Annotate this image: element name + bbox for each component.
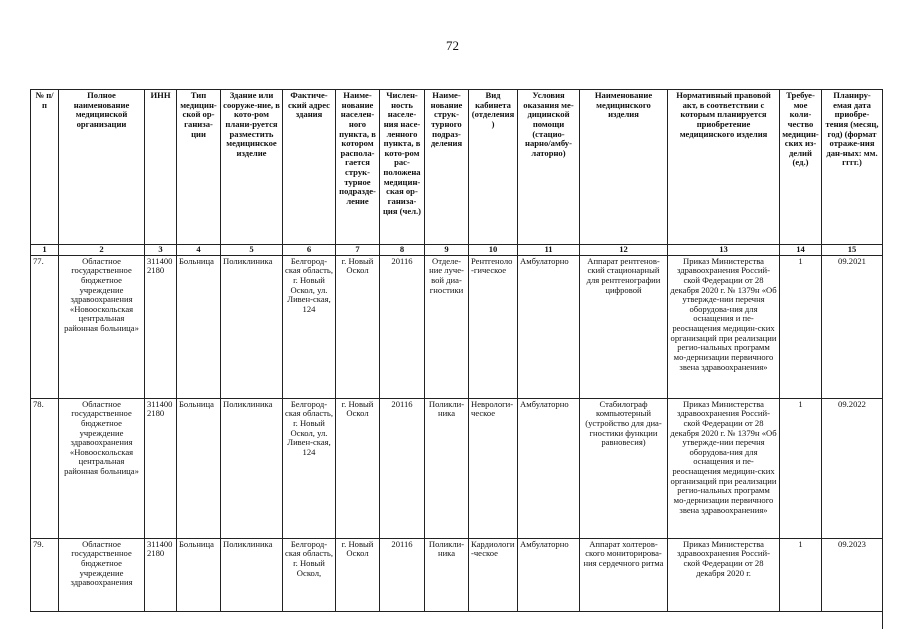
legal-act: Приказ Министерства здравоохранения Россий-ской Федерации от 28 декабря 2020 г. № 1379н «Об утвержде-нии перечня оборудова-ния для оснащения и пе-реоснащения медицин-ских организаций при реализации регио-нальных программ мо-дернизации первичного звена здравоохранения» (668, 255, 780, 398)
organization-name: Областное государственное бюджетное учреждение здравоохранения «Новооскольская центральная районная больница» (59, 398, 145, 538)
inn: 3114002180 (145, 255, 177, 398)
care-conditions: Амбулаторно (518, 255, 580, 398)
building: Поликлиника (221, 398, 283, 538)
address: Белгород-ская область, г. Новый Оскол, ул. Ливен-ская, 124 (283, 398, 336, 538)
header-cell: Тип медицин-ской ор-ганиза-ции (177, 90, 221, 245)
device-name: Аппарат рентгенов-ский стационарный для рентгенографии цифровой (580, 255, 668, 398)
header-cell: ИНН (145, 90, 177, 245)
header-cell: Полное наименование медицинской организации (59, 90, 145, 245)
quantity: 1 (780, 398, 822, 538)
column-number: 7 (336, 245, 380, 256)
column-number: 4 (177, 245, 221, 256)
column-number: 15 (822, 245, 883, 256)
purchase-date: 09.2021 (822, 255, 883, 398)
header-row (31, 90, 883, 245)
table-row (31, 255, 883, 398)
column-number: 1 (31, 245, 59, 256)
care-conditions: Амбулаторно (518, 538, 580, 611)
cabinet-type: Неврологи-ческое (469, 398, 518, 538)
header-cell: Здание или сооруже-ние, в кото-ром плани-руется разместить медицинское изделие (221, 90, 283, 245)
column-number: 12 (580, 245, 668, 256)
address: Белгород-ская область, г. Новый Оскол, ул. Ливен-ская, 124 (283, 255, 336, 398)
building: Поликлиника (221, 255, 283, 398)
structural-unit: Поликли-ника (425, 398, 469, 538)
equipment-table (30, 89, 883, 612)
population: 20116 (380, 398, 425, 538)
inn: 3114002180 (145, 538, 177, 611)
column-number: 11 (518, 245, 580, 256)
column-number: 5 (221, 245, 283, 256)
page-number: 72 (446, 38, 459, 53)
device-name: Стабилограф компьютерный (устройство для диа-гностики функции равновесия) (580, 398, 668, 538)
address: Белгород-ская область, г. Новый Оскол, (283, 538, 336, 611)
table-row (31, 398, 883, 538)
cabinet-type: Кардиологи-ческое (469, 538, 518, 611)
column-number: 6 (283, 245, 336, 256)
column-number: 14 (780, 245, 822, 256)
legal-act: Приказ Министерства здравоохранения Россий-ской Федерации от 28 декабря 2020 г. № 1379н «Об утвержде-нии перечня оборудова-ния для оснащения и пе-реоснащения медицин-ских организаций при реализации регио-нальных программ мо-дернизации первичного звена здравоохранения» (668, 398, 780, 538)
header-cell: Наиме-нование струк-турного подраз-деления (425, 90, 469, 245)
purchase-date: 09.2022 (822, 398, 883, 538)
equipment-table-sheet (30, 89, 883, 629)
care-conditions: Амбулаторно (518, 398, 580, 538)
header-cell: Требуе-мое коли-чество медицин-ских из-делий (ед.) (780, 90, 822, 245)
row-number: 77. (31, 255, 59, 398)
column-number: 8 (380, 245, 425, 256)
column-number: 13 (668, 245, 780, 256)
column-number: 9 (425, 245, 469, 256)
column-number: 10 (469, 245, 518, 256)
structural-unit: Поликли-ника (425, 538, 469, 611)
population: 20116 (380, 538, 425, 611)
organization-type: Больница (177, 255, 221, 398)
legal-act: Приказ Министерства здравоохранения Россий-ской Федерации от 28 декабря 2020 г. (668, 538, 780, 611)
device-name: Аппарат холтеров-ского мониторирова-ния сердечного ритма (580, 538, 668, 611)
quantity: 1 (780, 255, 822, 398)
quantity: 1 (780, 538, 822, 611)
header-cell: Условия оказания ме-дицинской помощи (стацио-нарно/амбу-латорно) (518, 90, 580, 245)
inn: 3114002180 (145, 398, 177, 538)
row-number: 78. (31, 398, 59, 538)
organization-name: Областное государственное бюджетное учреждение здравоохранения (59, 538, 145, 611)
organization-name: Областное государственное бюджетное учреждение здравоохранения «Новооскольская центральная районная больница» (59, 255, 145, 398)
locality: г. Новый Оскол (336, 255, 380, 398)
building: Поликлиника (221, 538, 283, 611)
locality: г. Новый Оскол (336, 538, 380, 611)
header-cell: Планиру-емая дата приобре-тения (месяц, год) (формат отраже-ния дан-ных: мм. гггг.) (822, 90, 883, 245)
table-row (31, 538, 883, 611)
header-cell: Фактиче-ский адрес здания (283, 90, 336, 245)
organization-type: Больница (177, 538, 221, 611)
header-cell: № п/п (31, 90, 59, 245)
column-number-row (31, 245, 883, 256)
header-cell: Наименование медицинского изделия (580, 90, 668, 245)
header-cell: Числен-ность населе-ния насе-ленного пункта, в кото-ром рас-положена медицин-ская ор-ганиза-ция (чел.) (380, 90, 425, 245)
locality: г. Новый Оскол (336, 398, 380, 538)
header-cell: Вид кабинета (отделения) (469, 90, 518, 245)
structural-unit: Отделе-ние луче-вой диа-гностики (425, 255, 469, 398)
purchase-date: 09.2023 (822, 538, 883, 611)
column-number: 3 (145, 245, 177, 256)
cabinet-type: Рентгеноло-гическое (469, 255, 518, 398)
column-number: 2 (59, 245, 145, 256)
population: 20116 (380, 255, 425, 398)
header-cell: Наиме-нование населен-ного пункта, в котором распола-гается струк-турное подразде-ление (336, 90, 380, 245)
row-number: 79. (31, 538, 59, 611)
organization-type: Больница (177, 398, 221, 538)
header-cell: Нормативный правовой акт, в соответствии с которым планируется приобретение медицинского изделия (668, 90, 780, 245)
